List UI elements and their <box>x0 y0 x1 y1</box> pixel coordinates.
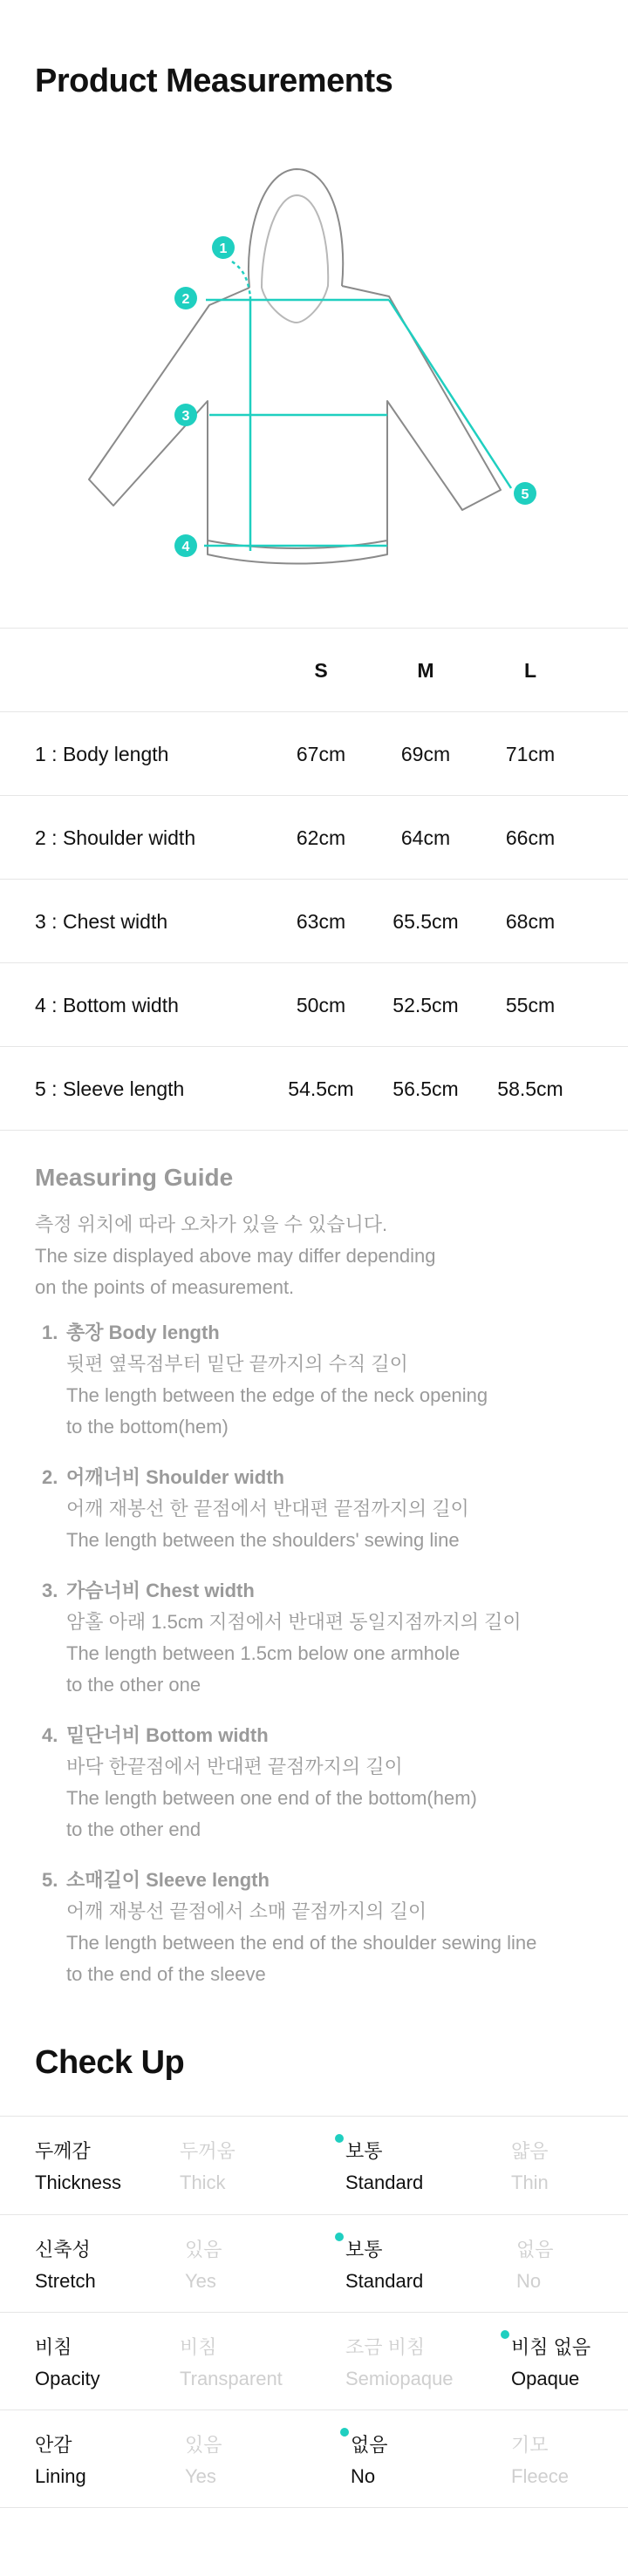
hoodie-outline <box>89 169 501 564</box>
marker-2 <box>174 287 197 309</box>
svg-text:5: 5 <box>521 487 529 502</box>
guide-item <box>35 1462 611 1556</box>
checkup-option: 없음 No <box>516 2239 554 2292</box>
selected-dot-icon <box>335 2134 344 2143</box>
guide-intro-kr: 측정 위치에 따라 오차가 있을 수 있습니다. <box>35 1213 388 1235</box>
table-row <box>0 1048 628 1131</box>
svg-text:1: 1 <box>219 241 228 256</box>
guide-item-kr: 뒷편 옆목점부터 밑단 끝까지의 수직 길이 <box>66 1353 408 1375</box>
cell-value: 68cm <box>505 910 556 933</box>
checkup-label: 두께감 Thickness <box>35 2140 122 2193</box>
divider <box>0 795 628 796</box>
checkup-label: 비침 Opacity <box>35 2336 100 2389</box>
guide-item-kr: 암홀 아래 1.5cm 지점에서 반대편 동일지점까지의 길이 <box>66 1611 522 1633</box>
selected-dot-icon <box>340 2428 349 2437</box>
checkup-option: 있음 Yes <box>185 2434 222 2487</box>
guide-item-en: to the end of the sleeve <box>66 1963 266 1985</box>
checkup-option-selected: 보통 Standard <box>345 2234 423 2297</box>
cell-value: 66cm <box>505 826 556 849</box>
guide-item-title: 총장 Body length <box>66 1322 220 1343</box>
measurements-title: Product Measurements <box>35 63 393 99</box>
guide-item-en: The length between one end of the bottom(hem) <box>66 1787 477 1809</box>
svg-text:4: 4 <box>181 540 190 554</box>
checkup-option-selected: 보통 Standard <box>345 2136 423 2199</box>
cell-value: 55cm <box>505 994 556 1016</box>
guide-item-en: The length between 1.5cm below one armhole <box>66 1642 461 1664</box>
checkup-option: 기모 Fleece <box>511 2434 570 2487</box>
guide-item-title: 가슴너비 Chest width <box>66 1580 255 1601</box>
guide-item-en: to the other one <box>66 1674 201 1696</box>
cell-value: 69cm <box>400 743 451 765</box>
column-header-s: S <box>314 659 328 682</box>
row-label: 1 : Body length <box>35 743 169 765</box>
guide-item-title: 소매길이 Sleeve length <box>66 1869 270 1891</box>
checkup-row-thickness <box>0 2117 628 2214</box>
marker-5 <box>514 482 536 505</box>
guide-list <box>35 1317 611 1990</box>
checkup-title: Check Up <box>35 2044 185 2081</box>
cell-value: 67cm <box>296 743 346 765</box>
guide-item <box>35 1575 611 1701</box>
cell-value: 58.5cm <box>497 1077 563 1100</box>
cell-value: 65.5cm <box>392 910 459 933</box>
column-header-l: L <box>523 659 537 682</box>
svg-text:3: 3 <box>181 409 190 424</box>
table-row <box>0 713 628 796</box>
guide-item-kr: 어깨 재봉선 끝점에서 소매 끝점까지의 길이 <box>66 1900 427 1922</box>
checkup-row-lining <box>0 2410 628 2508</box>
guide-item-en: The length between the shoulders' sewing line <box>66 1529 460 1551</box>
checkup-option: 조금 비침 Semiopaque <box>345 2336 454 2389</box>
guide-intro-en: on the points of measurement. <box>35 1276 295 1298</box>
row-label: 4 : Bottom width <box>35 994 179 1016</box>
guide-item-kr: 어깨 재봉선 한 끝점에서 반대편 끝점까지의 길이 <box>66 1498 469 1519</box>
cell-value: 71cm <box>505 743 556 765</box>
checkup-option-selected: 비침 없음 Opaque <box>511 2332 590 2395</box>
guide-item-number: 3. <box>42 1580 58 1601</box>
divider <box>0 711 628 712</box>
measuring-guide <box>35 1164 611 2009</box>
checkup-option: 비침 Transparent <box>180 2336 283 2389</box>
cell-value: 63cm <box>296 910 346 933</box>
selected-dot-icon <box>335 2233 344 2241</box>
table-row <box>0 880 628 963</box>
row-label: 5 : Sleeve length <box>35 1077 185 1100</box>
garment-diagram <box>0 157 628 575</box>
guide-item-kr: 바닥 한끝점에서 반대편 끝점까지의 길이 <box>66 1756 403 1777</box>
marker-3 <box>174 404 197 426</box>
guide-item-en: to the bottom(hem) <box>66 1416 229 1438</box>
column-header-m: M <box>417 659 434 682</box>
guide-title: Measuring Guide <box>35 1164 234 1191</box>
checkup-row-opacity <box>0 2313 628 2410</box>
checkup-option: 두꺼움 Thick <box>180 2140 236 2193</box>
guide-intro <box>35 1209 611 1303</box>
guide-item-en: The length between the edge of the neck opening <box>66 1384 488 1406</box>
guide-intro-en: The size displayed above may differ depending <box>35 1245 436 1267</box>
divider <box>0 879 628 880</box>
guide-item-en: The length between the end of the shoulder sewing line <box>66 1932 537 1954</box>
selected-dot-icon <box>501 2330 509 2339</box>
divider <box>0 1130 628 1131</box>
checkup-row-stretch <box>0 2215 628 2313</box>
cell-value: 52.5cm <box>392 994 459 1016</box>
guide-item-en: to the other end <box>66 1818 201 1840</box>
checkup-label: 안감 Lining <box>35 2434 86 2487</box>
marker-badges <box>174 236 536 557</box>
checkup-option: 얇음 Thin <box>511 2140 549 2193</box>
checkup-label: 신축성 Stretch <box>35 2239 96 2292</box>
guide-item-number: 2. <box>42 1466 58 1488</box>
guide-item <box>35 1720 611 1845</box>
checkup-option: 있음 Yes <box>185 2239 222 2292</box>
cell-value: 64cm <box>400 826 451 849</box>
cell-value: 50cm <box>296 994 346 1016</box>
guide-item-number: 1. <box>42 1322 58 1343</box>
checkup-option-selected: 없음 No <box>351 2430 388 2492</box>
guide-item <box>35 1865 611 1990</box>
guide-item <box>35 1317 611 1443</box>
svg-text:2: 2 <box>181 292 190 307</box>
table-row <box>0 797 628 880</box>
divider <box>0 2507 628 2508</box>
guide-item-title: 밑단너비 Bottom width <box>66 1724 269 1746</box>
row-label: 2 : Shoulder width <box>35 826 196 849</box>
marker-4 <box>174 534 197 557</box>
row-label: 3 : Chest width <box>35 910 168 933</box>
marker-1 <box>212 236 235 259</box>
divider <box>0 628 628 629</box>
cell-value: 62cm <box>296 826 346 849</box>
divider <box>0 1046 628 1047</box>
table-row <box>0 964 628 1047</box>
cell-value: 56.5cm <box>392 1077 459 1100</box>
cell-value: 54.5cm <box>288 1077 354 1100</box>
guide-item-number: 5. <box>42 1869 58 1891</box>
divider <box>0 962 628 963</box>
guide-item-title: 어깨너비 Shoulder width <box>66 1466 284 1488</box>
table-header <box>0 629 628 712</box>
guide-item-number: 4. <box>42 1724 58 1746</box>
